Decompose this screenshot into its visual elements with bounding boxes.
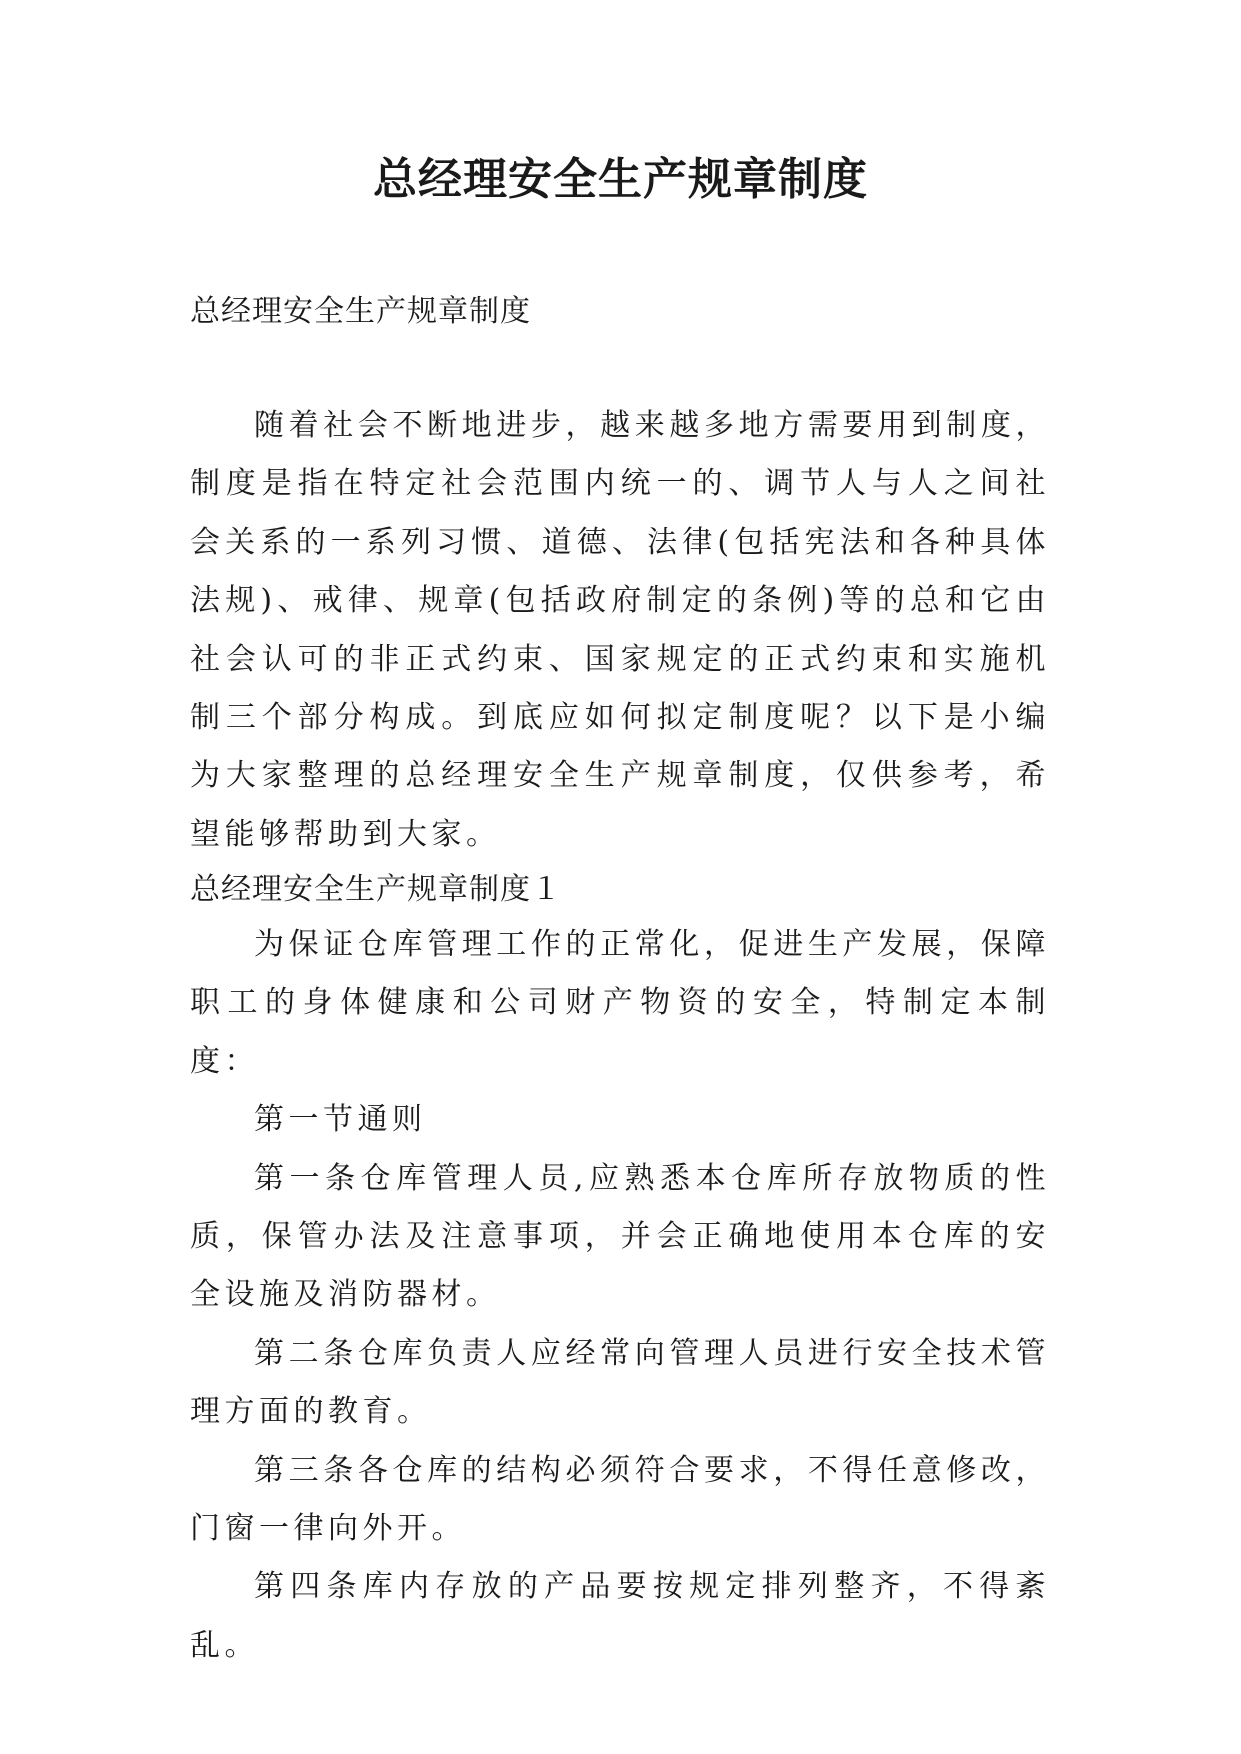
article-3: 第三条各仓库的结构必须符合要求，不得任意修改，门窗一律向外开。 (190, 1452, 1050, 1547)
section-body (190, 916, 1050, 1675)
article-4: 第四条库内存放的产品要按规定排列整齐，不得紊乱。 (190, 1569, 1050, 1663)
article-2: 第二条仓库负责人应经常向管理人员进行安全技术管理方面的教育。 (190, 1335, 1050, 1430)
section-heading: 总经理安全生产规章制度１ (190, 872, 562, 907)
article-1: 第一条仓库管理人员,应熟悉本仓库所存放物质的性质，保管办法及注意事项，并会正确地使用本仓库的安全设施及消防器材。 (190, 1160, 1050, 1313)
chapter-heading: 第一节通则 (254, 1102, 427, 1138)
paragraph: 为保证仓库管理工作的正常化，促进生产发展，保障职工的身体健康和公司财产物资的安全，特制定本制度： (190, 927, 1050, 1079)
document-title: 总经理安全生产规章制度 (373, 154, 868, 205)
document-subtitle: 总经理安全生产规章制度 (190, 294, 531, 329)
intro-paragraph: 随着社会不断地进步，越来越多地方需要用到制度，制度是指在特定社会范围内统一的、调节人与人之间社会关系的一系列习惯、道德、法律(包括宪法和各种具体法规)、戒律、规章(包括政府制定的条例)等的总和它由社会认可的非正式约束、国家规定的正式约束和实施机制三个部分构成。到底应如何拟定制度呢？以下是小编为大家整理的总经理安全生产规章制度，仅供参考，希望能够帮助到大家。 (190, 408, 1050, 852)
